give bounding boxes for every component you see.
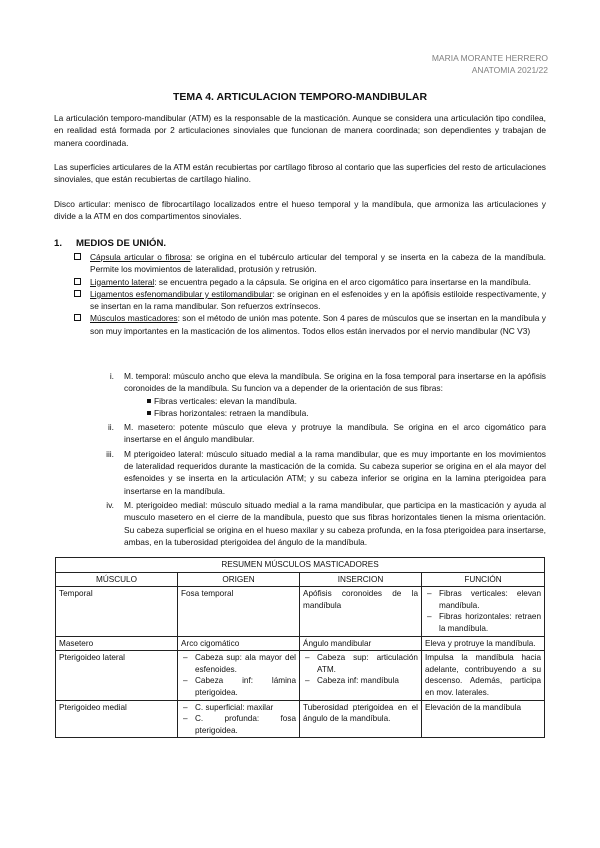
table-row <box>56 700 545 738</box>
checkbox-bullet-icon <box>74 290 81 297</box>
cell-list-item <box>303 652 418 675</box>
roman-numeral: iv. <box>106 499 114 510</box>
column-header: MÚSCULO <box>56 572 178 587</box>
page-header <box>432 52 548 76</box>
cell-list-text: Cabeza sup: ala mayor del esfenoides. <box>195 653 296 674</box>
dash-bullet-icon: – <box>183 676 188 686</box>
column-header: INSERCION <box>300 572 422 587</box>
section-heading <box>54 238 166 249</box>
cell-list-text: Cabeza inf: mandíbula <box>317 676 399 686</box>
table-row <box>56 636 545 651</box>
cell-list-text: C. profunda: fosa pterigoidea. <box>195 714 296 735</box>
muscle-cell: Pterigoideo medial <box>56 700 178 738</box>
checkbox-bullet-icon <box>74 278 81 285</box>
disc-paragraph: Disco articular: menisco de fibrocartílago localizados entre el hueso temporal y la mandíbula, que armoniza las articulaciones y divide a la ATM en dos compartimentos sinoviales. <box>54 199 546 222</box>
dash-bullet-icon: – <box>183 702 188 712</box>
cell-list-item <box>181 702 296 714</box>
cell-list-text: Fibras horizontales: retraen la mandíbula. <box>439 612 542 633</box>
section-number: 1. <box>54 238 63 249</box>
surfaces-paragraph: Las superficies articulares de la ATM están recubiertas por cartílago fibroso al contario que las superficies del resto de articulaciones sinoviales, que están recubiertas de cartílago hialino. <box>54 162 546 185</box>
list-item-text: : se originan en el esfenoides y en la apófisis estiloide respectivamente, y se insertan en la rama mandibular. Son refuerzos extrínsecos. <box>90 288 547 312</box>
square-bullet-icon <box>147 411 151 415</box>
list-item-text: : son el método de unión mas potente. Son 4 pares de músculos que se insertan en la mandíbula y son muy importantes en la masticación de los alimentos. Todos ellos están inervados por el nervio mandibular (NC V3) <box>90 313 546 336</box>
list-item <box>72 288 546 313</box>
dash-bullet-icon: – <box>305 653 310 663</box>
dash-bullet-icon: – <box>427 589 432 599</box>
cell-list-text: Cabeza sup: articulación ATM. <box>317 653 418 674</box>
list-item-text: : se origina en el tubérculo articular del temporal y se inserta en la cabeza de la mandíbula. Permite los movimientos de lateralidad, protusión y retrusión. <box>90 252 546 275</box>
dash-bullet-icon: – <box>183 653 188 663</box>
fiber-text: Fibras verticales: elevan la mandíbula. <box>154 395 297 406</box>
origin-cell: Fosa temporal <box>178 587 300 636</box>
table-row <box>56 587 545 636</box>
muscle-text: M. pterigoideo medial: músculo situado medial a la rama mandibular, que participa en la masticación y ayuda al musculo masetero en el cierre de la mandibula, puesto que sus fibras horizontales tienen la misma orientación. Su cabeza superficial se origina en el hueso maxilar y su cabeza profunda, en la fosa pterigoidea para insertarse, ambas, en la tuberosidad pterigoidea del ángulo de la mandíbula. <box>124 499 546 547</box>
cell-list-text: Fibras verticales: elevan mandíbula. <box>439 589 542 610</box>
muscle-item <box>54 499 546 548</box>
list-item <box>72 251 546 276</box>
cell-list-item <box>425 611 541 634</box>
insertion-cell: Ángulo mandibular <box>300 636 422 651</box>
cell-list-item <box>181 713 296 736</box>
dash-bullet-icon: – <box>305 676 310 686</box>
intro-paragraph: La articulación temporo-mandibular (ATM) es la responsable de la masticación. Aunque se considera una articulación tipo condílea, en realidad está formada por 2 articulaciones sinoviales que funcionan de manera coordinada; son dependientes y trabajan de manera coordinada. <box>54 113 546 148</box>
column-header: ORIGEN <box>178 572 300 587</box>
muscle-text: M. temporal: músculo ancho que eleva la mandíbula. Se origina en la fosa temporal para insertarse en la apófisis coronoides de la mandíbula. Su funcion va a depender de la orientación de sus fibras: <box>124 371 546 394</box>
function-cell: Elevación de la mandíbula <box>422 700 545 738</box>
list-item <box>72 312 546 337</box>
cell-list-item <box>425 588 541 611</box>
page-title: TEMA 4. ARTICULACION TEMPORO-MANDIBULAR <box>172 91 428 103</box>
muscle-item <box>54 421 546 446</box>
table-caption: RESUMEN MÚSCULOS MASTICADORES <box>56 558 545 573</box>
muscle-text: M. masetero: potente músculo que eleva y protruye la mandíbula. Se origina en el arco cigomático para insertarse en el ángulo mandibular. <box>124 422 546 445</box>
muscle-cell: Temporal <box>56 587 178 636</box>
list-item-term: Músculos masticadores <box>90 313 178 324</box>
muscle-list <box>54 370 546 548</box>
function-cell: Eleva y protruye la mandíbula. <box>422 636 545 651</box>
muscle-item <box>54 448 546 497</box>
section-title: MEDIOS DE UNIÓN. <box>76 238 167 249</box>
insertion-cell: Tuberosidad pterigoidea en el ángulo de la mandíbula. <box>300 700 422 738</box>
square-bullet-icon <box>147 399 151 403</box>
dash-bullet-icon: – <box>183 714 188 724</box>
cell-list-item <box>181 675 296 698</box>
function-cell <box>422 587 545 636</box>
insertion-cell <box>300 651 422 700</box>
table-row <box>56 651 545 700</box>
list-item-term: Ligamentos esfenomandibular y estilomandibular <box>90 288 273 299</box>
cell-list-text: Cabeza inf: lámina pterigoidea. <box>195 676 296 697</box>
checkbox-bullet-icon <box>74 253 81 260</box>
muscle-text: M pterigoideo lateral: músculo situado medial a la rama mandibular, que es muy importante en los movimientos de lateralidad requeridos durante la masticación de la comida. Su cabeza superior se origina en el ala mayor del esfenoides y se inserta en la articulación ATM; y su cabeza inferior se origina en la lamina pterigoidea para insertarse en la mandíbula. <box>124 448 546 496</box>
roman-numeral: ii. <box>107 422 114 433</box>
cell-list-item <box>303 675 418 687</box>
list-item-text: : se encuentra pegado a la cápsula. Se origina en el arco cigomático para insertarse en la mandíbula. <box>154 276 531 287</box>
author-name: MARIA MORANTE HERRERO <box>431 53 548 63</box>
column-header: FUNCIÓN <box>422 572 545 587</box>
muscle-item <box>54 370 546 395</box>
list-item-term: Cápsula articular o fibrosa <box>90 252 191 262</box>
function-cell: Impulsa la mandíbula hacia adelante, contribuyendo a su descenso. Además, participa en mov. laterales. <box>422 651 545 700</box>
cell-list-item <box>181 652 296 675</box>
muscle-cell: Masetero <box>56 636 178 651</box>
roman-numeral: iii. <box>106 448 114 459</box>
muscle-cell: Pterigoideo lateral <box>56 651 178 700</box>
origin-cell: Arco cigomático <box>178 636 300 651</box>
fiber-text: Fibras horizontales: retraen la mandíbula. <box>154 407 309 418</box>
origin-cell <box>178 700 300 738</box>
course-name: ANATOMIA 2021/22 <box>471 65 548 75</box>
roman-numeral: i. <box>109 371 114 381</box>
list-item-term: Ligamento lateral <box>90 276 155 287</box>
dash-bullet-icon: – <box>427 612 432 622</box>
checkbox-bullet-icon <box>74 314 81 321</box>
list-item <box>72 276 546 288</box>
union-list <box>72 251 546 337</box>
cell-list-text: C. superficial: maxilar <box>195 702 274 712</box>
fiber-item <box>54 395 546 407</box>
insertion-cell: Apófisis coronoides de la mandíbula <box>300 587 422 636</box>
fiber-item <box>54 407 546 419</box>
muscles-summary-table <box>55 557 545 738</box>
origin-cell <box>178 651 300 700</box>
